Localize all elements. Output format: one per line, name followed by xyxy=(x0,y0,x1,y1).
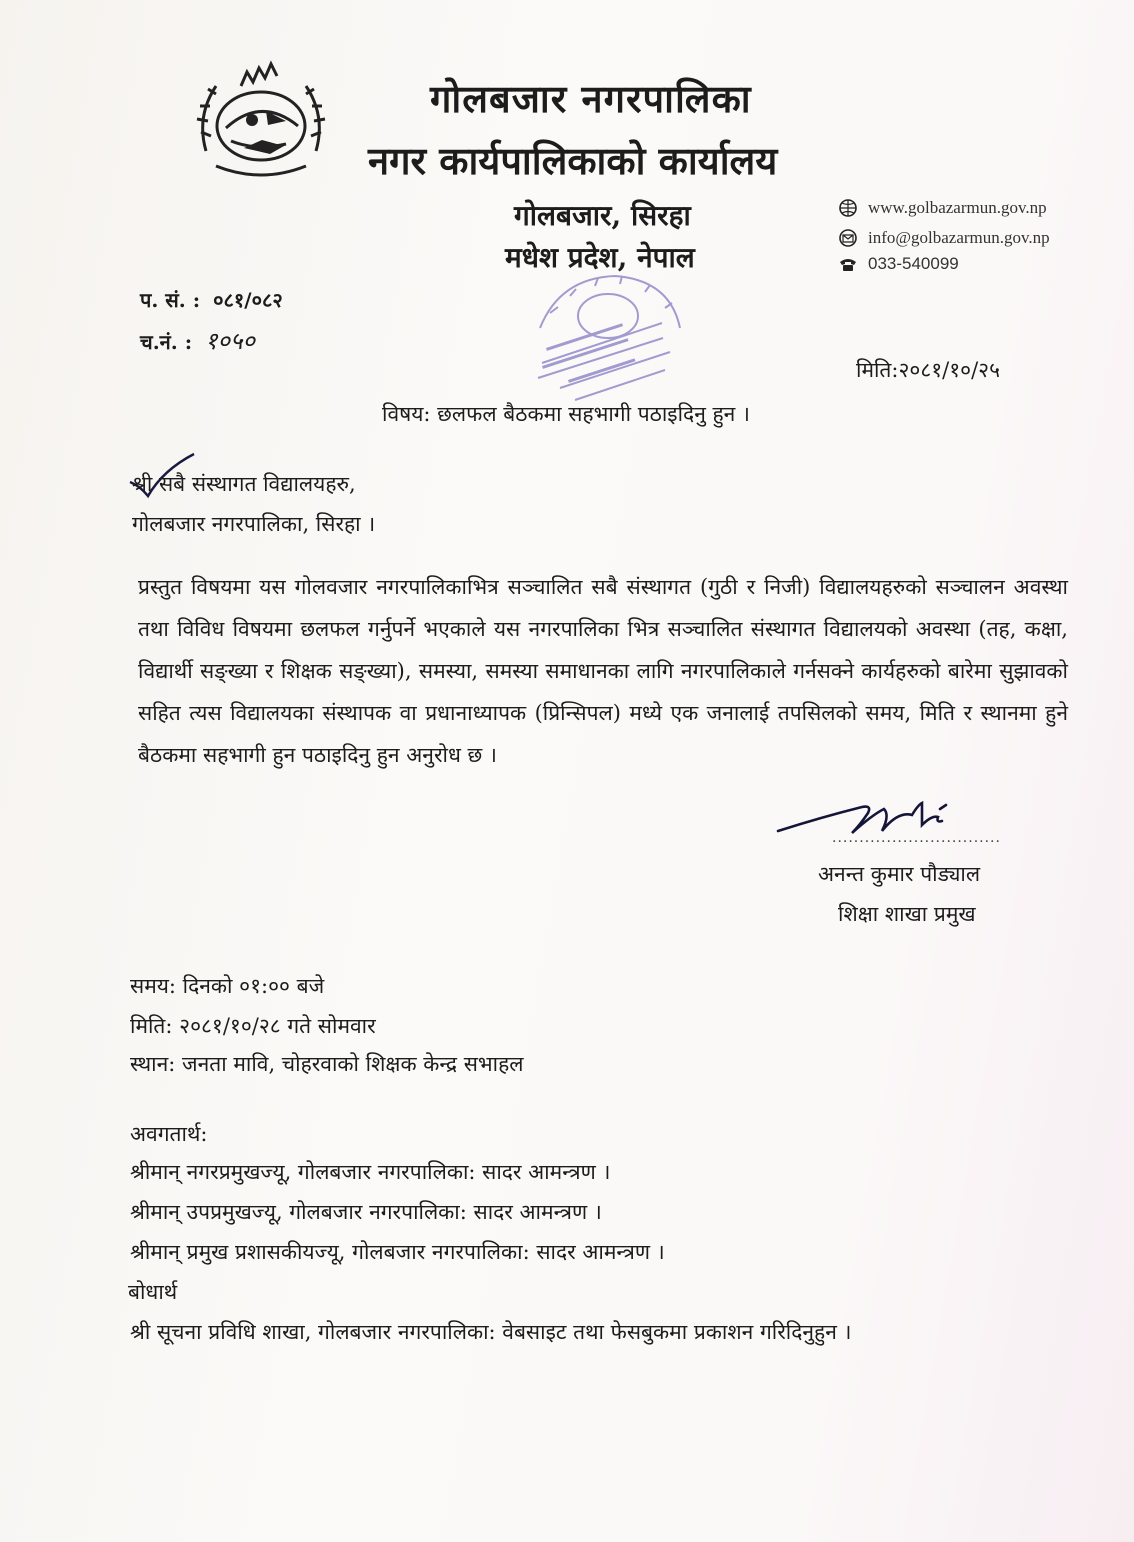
address-line-1: गोलबजार, सिरहा xyxy=(514,199,691,232)
office-seal-stamp xyxy=(520,268,690,408)
office-name: नगर कार्यपालिकाको कार्यालय xyxy=(368,138,778,183)
cc-item: श्रीमान् प्रमुख प्रशासकीयज्यू, गोलबजार नगरपालिका: सादर आमन्त्रण । xyxy=(130,1240,665,1264)
website-contact xyxy=(838,198,1047,218)
cc-heading: अवगतार्थ: xyxy=(130,1122,208,1146)
dispatch-reference xyxy=(140,324,255,357)
phone-contact xyxy=(838,254,959,274)
telephone-icon xyxy=(838,254,858,274)
fiscal-label: प. सं. : xyxy=(140,288,201,312)
letter-subject: विषय: छलफल बैठकमा सहभागी पठाइदिनु हुन । xyxy=(382,402,750,426)
dispatch-value: १०५० xyxy=(205,327,255,355)
handwritten-signature xyxy=(772,795,972,857)
email-contact xyxy=(838,228,1050,248)
recipient-line-1: श्री सबै संस्थागत विद्यालयहरु, xyxy=(132,472,356,496)
email-icon xyxy=(838,228,858,248)
email-text[interactable]: info@golbazarmun.gov.np xyxy=(868,228,1050,247)
meeting-date: मिति: २०८१/१०/२८ गते सोमवार xyxy=(130,1014,376,1038)
dispatch-label: च.नं. : xyxy=(140,330,193,354)
fiscal-year-reference xyxy=(140,286,283,313)
cc-item: श्रीमान् नगरप्रमुखज्यू, गोलबजार नगरपालिका: सादर आमन्त्रण । xyxy=(130,1160,611,1184)
information-item: श्री सूचना प्रविधि शाखा, गोलबजार नगरपालिका: वेबसाइट तथा फेसबुकमा प्रकाशन गरिदिनुहुन । xyxy=(130,1320,852,1344)
signatory-name: अनन्त कुमार पौड्याल xyxy=(818,862,981,886)
letter-body: प्रस्तुत विषयमा यस गोलवजार नगरपालिकाभित्र सञ्चालित सबै संस्थागत (गुठी र निजी) विद्यालयहरुको सञ्चालन अवस्था तथा विविध विषयमा छलफल गर्नुपर्ने भएकाले यस नगरपालिका भित्र सञ्चालित संस्थागत विद्यालयको अवस्था (तह, कक्षा, विद्यार्थी सङ्ख्या र शिक्षक सङ्ख्या), समस्या, समस्या समाधानका लागि नगरपालिकाले गर्नसक्ने कार्यहरुको बारेमा सुझावको सहित त्यस विद्यालयका संस्थापक वा प्रधानाध्यापक (प्रिन्सिपल) मध्ये एक जनालाई तपसिलको समय, मिति र स्थानमा हुने बैठकमा सहभागी हुन पठाइदिनु हुन अनुरोध छ । xyxy=(138,575,1068,767)
organization-name: गोलबजार नगरपालिका xyxy=(430,76,752,121)
signatory-title: शिक्षा शाखा प्रमुख xyxy=(838,902,976,926)
fiscal-value: ०८१/०८२ xyxy=(213,288,283,312)
cc-item: श्रीमान् उपप्रमुखज्यू, गोलबजार नगरपालिका: सादर आमन्त्रण । xyxy=(130,1200,602,1224)
address-line-2: मधेश प्रदेश, नेपाल xyxy=(505,241,695,274)
website-text[interactable]: www.golbazarmun.gov.np xyxy=(868,198,1047,217)
meeting-time: समय: दिनको ०१:०० बजे xyxy=(130,974,325,998)
phone-text: 033-540099 xyxy=(868,254,959,273)
recipient-line-2: गोलबजार नगरपालिका, सिरहा । xyxy=(132,512,376,536)
globe-icon xyxy=(838,198,858,218)
meeting-venue: स्थान: जनता मावि, चोहरवाको शिक्षक केन्द्र सभाहल xyxy=(130,1052,524,1076)
information-heading: बोधार्थ xyxy=(128,1280,178,1304)
letter-date: मिति:२०८१/१०/२५ xyxy=(856,358,1000,382)
signature-dotted-line: ............................... xyxy=(832,830,1001,846)
nepal-emblem-icon xyxy=(186,56,336,186)
